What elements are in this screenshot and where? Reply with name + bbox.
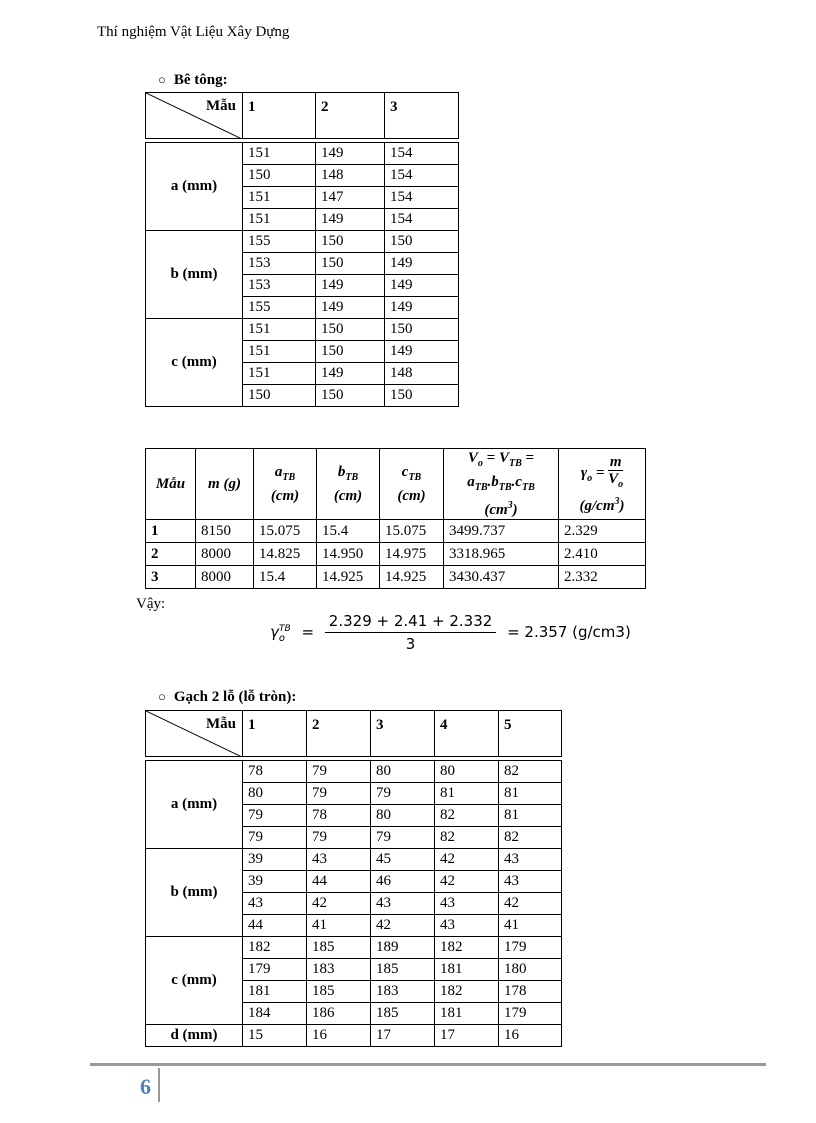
table-cell: 149 bbox=[385, 341, 459, 363]
table-cell: 151 bbox=[243, 341, 316, 363]
table-cell: 14.925 bbox=[380, 566, 444, 589]
table-cell: 16 bbox=[307, 1025, 371, 1047]
table-cell: 149 bbox=[316, 297, 385, 319]
table-cell: 43 bbox=[435, 915, 499, 937]
table-cell: 42 bbox=[435, 871, 499, 893]
bullet-icon: ○ bbox=[158, 689, 166, 704]
table-row bbox=[146, 566, 646, 589]
sample-header: 4 bbox=[435, 711, 499, 757]
table-cell: 149 bbox=[316, 209, 385, 231]
table-cell: 151 bbox=[243, 363, 316, 385]
table-cell: 3318.965 bbox=[444, 543, 559, 566]
table-cell: 181 bbox=[435, 959, 499, 981]
table-cell: 183 bbox=[307, 959, 371, 981]
table-cell: 42 bbox=[307, 893, 371, 915]
table-cell: 80 bbox=[243, 783, 307, 805]
table-cell: 8000 bbox=[196, 543, 254, 566]
table-cell: 2.329 bbox=[559, 520, 646, 543]
table-cell: 150 bbox=[316, 253, 385, 275]
table-cell: 149 bbox=[385, 253, 459, 275]
group-label: a (mm) bbox=[146, 761, 243, 849]
table-cell: 151 bbox=[243, 187, 316, 209]
mau-corner-cell bbox=[146, 93, 243, 139]
mau-corner-cell bbox=[146, 711, 243, 757]
page-number: 6 bbox=[140, 1074, 151, 1099]
table-cell: 43 bbox=[243, 893, 307, 915]
col-header-btb: $b_{TB}$ (cm) bbox=[317, 449, 380, 520]
table-cell: 2.332 bbox=[559, 566, 646, 589]
table-cell: 150 bbox=[316, 319, 385, 341]
mau-label: Mẫu bbox=[206, 716, 236, 732]
table-cell: 79 bbox=[243, 805, 307, 827]
table-cell: 150 bbox=[385, 385, 459, 407]
table-cell: 41 bbox=[307, 915, 371, 937]
table-cell: 80 bbox=[435, 761, 499, 783]
sample-header: 2 bbox=[316, 93, 385, 139]
sample-header: 3 bbox=[371, 711, 435, 757]
section-gach-title bbox=[158, 689, 296, 706]
col-header-atb: $a_{TB}$ (cm) bbox=[254, 449, 317, 520]
table-cell: 15 bbox=[243, 1025, 307, 1047]
table-cell: 41 bbox=[499, 915, 562, 937]
sample-header: 2 bbox=[307, 711, 371, 757]
table-cell: 3430.437 bbox=[444, 566, 559, 589]
col-header-density: $\gamma_o$ = $\frac{m}{V_o}$ $(g/cm^3)$ bbox=[559, 449, 646, 520]
fraction bbox=[325, 612, 497, 653]
footer-divider bbox=[90, 1063, 766, 1066]
col-header-m: m (g) bbox=[196, 449, 254, 520]
table-cell: 81 bbox=[435, 783, 499, 805]
table-cell: 182 bbox=[435, 937, 499, 959]
table-row bbox=[146, 543, 646, 566]
table-cell: 39 bbox=[243, 871, 307, 893]
table-cell: 3 bbox=[146, 566, 196, 589]
table-cell: 43 bbox=[435, 893, 499, 915]
table-cell: 185 bbox=[371, 959, 435, 981]
table-cell: 151 bbox=[243, 209, 316, 231]
table-cell: 149 bbox=[316, 363, 385, 385]
col-header-volume: $V_o = V_{TB}$ = $a_{TB}.b_{TB}.c_{TB}$ $(cm^3)$ bbox=[444, 449, 559, 520]
table-cell: 150 bbox=[316, 385, 385, 407]
table-cell: 148 bbox=[385, 363, 459, 385]
sample-header: 3 bbox=[385, 93, 459, 139]
table-cell: 42 bbox=[371, 915, 435, 937]
table-cell: 150 bbox=[385, 319, 459, 341]
table-cell: 154 bbox=[385, 187, 459, 209]
table-cell: 185 bbox=[307, 981, 371, 1003]
table-cell: 149 bbox=[316, 143, 385, 165]
table-cell: 39 bbox=[243, 849, 307, 871]
table-cell: 186 bbox=[307, 1003, 371, 1025]
table-cell: 80 bbox=[371, 805, 435, 827]
table-cell: 42 bbox=[499, 893, 562, 915]
table-cell: 183 bbox=[371, 981, 435, 1003]
group-label: b (mm) bbox=[146, 849, 243, 937]
table-cell: 151 bbox=[243, 319, 316, 341]
table-cell: 14.925 bbox=[317, 566, 380, 589]
table-cell: 82 bbox=[435, 805, 499, 827]
table-cell: 181 bbox=[243, 981, 307, 1003]
table-cell: 82 bbox=[435, 827, 499, 849]
table-row bbox=[146, 1025, 562, 1047]
table-cell: 17 bbox=[435, 1025, 499, 1047]
conclusion-label: Vậy: bbox=[136, 596, 166, 612]
table-cell: 1 bbox=[146, 520, 196, 543]
table-cell: 43 bbox=[499, 849, 562, 871]
table-cell: 44 bbox=[307, 871, 371, 893]
table-cell: 15.4 bbox=[317, 520, 380, 543]
table-cell: 81 bbox=[499, 805, 562, 827]
group-label: a (mm) bbox=[146, 143, 243, 231]
gach-title-text: Gạch 2 lỗ (lỗ tròn): bbox=[173, 689, 297, 705]
table-row bbox=[146, 231, 459, 253]
table-cell: 79 bbox=[307, 827, 371, 849]
table-cell: 82 bbox=[499, 827, 562, 849]
table-cell: 150 bbox=[385, 231, 459, 253]
sample-header: 1 bbox=[243, 711, 307, 757]
table-cell: 79 bbox=[371, 827, 435, 849]
gamma-tb-symbol: $\gamma_o^{TB}$ bbox=[270, 623, 291, 644]
table-cell: 150 bbox=[316, 341, 385, 363]
table-cell: 185 bbox=[371, 1003, 435, 1025]
table-cell: 16 bbox=[499, 1025, 562, 1047]
table-cell: 179 bbox=[499, 1003, 562, 1025]
table-cell: 79 bbox=[371, 783, 435, 805]
col-header-ctb: $c_{TB}$ (cm) bbox=[380, 449, 444, 520]
table-cell: 43 bbox=[499, 871, 562, 893]
table-cell: 179 bbox=[499, 937, 562, 959]
table-cell: 80 bbox=[371, 761, 435, 783]
page-header: Thí nghiệm Vật Liệu Xây Dựng bbox=[97, 24, 290, 40]
bullet-icon: ○ bbox=[158, 72, 166, 87]
table-cell: 82 bbox=[499, 761, 562, 783]
table-cell: 149 bbox=[316, 275, 385, 297]
average-density-formula: $\gamma_o^{TB}$ = $\frac{2.329 + 2.41 + 2.332}{3}$ = 2.357 (g/cm3) bbox=[270, 612, 631, 653]
gach-table bbox=[145, 710, 562, 1047]
formula-result: = 2.357 (g/cm3) bbox=[507, 623, 631, 641]
table-cell: 17 bbox=[371, 1025, 435, 1047]
table-cell: 43 bbox=[307, 849, 371, 871]
table-cell: 79 bbox=[307, 761, 371, 783]
table-cell: 179 bbox=[243, 959, 307, 981]
table-cell: 178 bbox=[499, 981, 562, 1003]
table-cell: 154 bbox=[385, 165, 459, 187]
table-cell: 79 bbox=[307, 783, 371, 805]
table-cell: 15.4 bbox=[254, 566, 317, 589]
page-number-bar bbox=[158, 1068, 160, 1102]
table-cell: 150 bbox=[243, 385, 316, 407]
density-calc-table bbox=[145, 448, 646, 589]
table-row bbox=[146, 143, 459, 165]
table-cell: 15.075 bbox=[380, 520, 444, 543]
table-cell: 78 bbox=[243, 761, 307, 783]
table-cell: 150 bbox=[316, 231, 385, 253]
table-cell: 44 bbox=[243, 915, 307, 937]
table-cell: 180 bbox=[499, 959, 562, 981]
table-cell: 14.825 bbox=[254, 543, 317, 566]
table-cell: 155 bbox=[243, 231, 316, 253]
table-row bbox=[146, 319, 459, 341]
table-row bbox=[146, 761, 562, 783]
be-tong-title-text: Bê tông: bbox=[173, 72, 228, 88]
table-cell: 14.975 bbox=[380, 543, 444, 566]
table-cell: 185 bbox=[307, 937, 371, 959]
table-cell: 151 bbox=[243, 143, 316, 165]
table-cell: 42 bbox=[435, 849, 499, 871]
table-cell: 184 bbox=[243, 1003, 307, 1025]
table-cell: 154 bbox=[385, 209, 459, 231]
table-cell: 147 bbox=[316, 187, 385, 209]
fraction-numerator: 2.329 + 2.41 + 2.332 bbox=[325, 612, 497, 633]
group-label: d (mm) bbox=[146, 1025, 243, 1047]
table-cell: 182 bbox=[435, 981, 499, 1003]
table-cell: 181 bbox=[435, 1003, 499, 1025]
table-cell: 182 bbox=[243, 937, 307, 959]
table-cell: 8150 bbox=[196, 520, 254, 543]
mau-label: Mẫu bbox=[206, 98, 236, 114]
table-cell: 155 bbox=[243, 297, 316, 319]
section-be-tong-title bbox=[158, 72, 228, 89]
group-label: c (mm) bbox=[146, 937, 243, 1025]
table-cell: 15.075 bbox=[254, 520, 317, 543]
table-cell: 150 bbox=[243, 165, 316, 187]
table-cell: 2.410 bbox=[559, 543, 646, 566]
table-cell: 153 bbox=[243, 275, 316, 297]
table-cell: 154 bbox=[385, 143, 459, 165]
table-cell: 2 bbox=[146, 543, 196, 566]
table-cell: 46 bbox=[371, 871, 435, 893]
table-cell: 45 bbox=[371, 849, 435, 871]
table-cell: 149 bbox=[385, 297, 459, 319]
sample-header: 5 bbox=[499, 711, 562, 757]
table-cell: 79 bbox=[243, 827, 307, 849]
table-cell: 189 bbox=[371, 937, 435, 959]
table-cell: 3499.737 bbox=[444, 520, 559, 543]
group-label: c (mm) bbox=[146, 319, 243, 407]
table-cell: 153 bbox=[243, 253, 316, 275]
group-label: b (mm) bbox=[146, 231, 243, 319]
table-row bbox=[146, 937, 562, 959]
table-cell: 148 bbox=[316, 165, 385, 187]
col-header-mau: Mẫu bbox=[146, 449, 196, 520]
fraction-denominator: 3 bbox=[405, 635, 416, 653]
table-row bbox=[146, 849, 562, 871]
table-cell: 81 bbox=[499, 783, 562, 805]
table-cell: 78 bbox=[307, 805, 371, 827]
table-cell: 14.950 bbox=[317, 543, 380, 566]
be-tong-table bbox=[145, 92, 459, 407]
table-cell: 8000 bbox=[196, 566, 254, 589]
sample-header: 1 bbox=[243, 93, 316, 139]
table-cell: 149 bbox=[385, 275, 459, 297]
table-cell: 43 bbox=[371, 893, 435, 915]
table-row bbox=[146, 520, 646, 543]
